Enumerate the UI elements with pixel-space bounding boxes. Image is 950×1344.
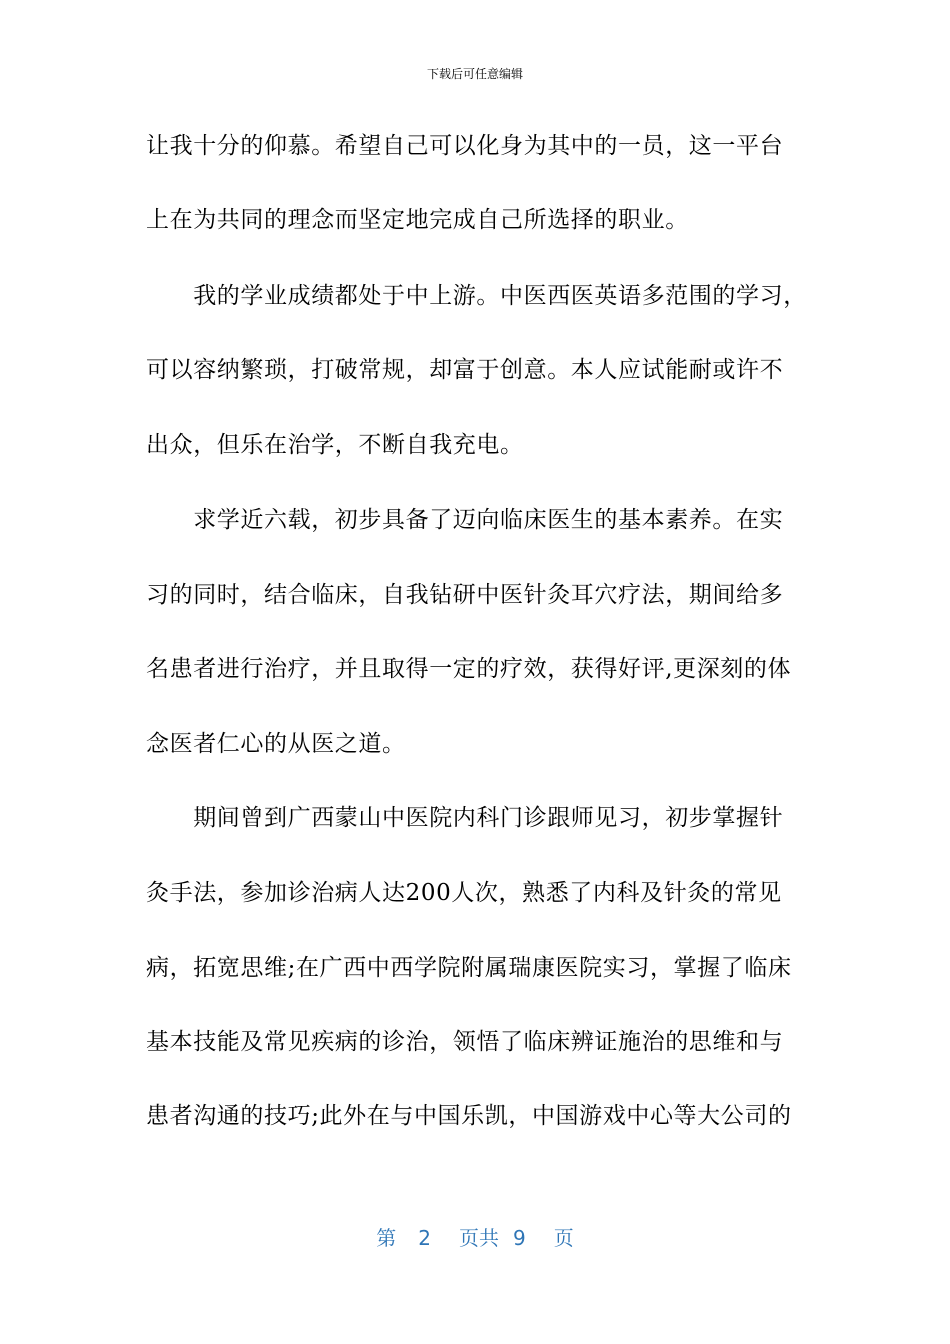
text-line: 求学近六载，初步具备了迈向临床医生的基本素养。在实	[146, 507, 784, 533]
footer-suffix: 页	[553, 1226, 574, 1250]
text-line: 上在为共同的理念而坚定地完成自己所选择的职业。	[146, 207, 689, 233]
text-line: 让我十分的仰慕。希望自己可以化身为其中的一员，这一平台	[146, 133, 784, 159]
text-line: 念医者仁心的从医之道。	[146, 731, 406, 757]
footer-prefix: 第	[376, 1226, 397, 1250]
text-line: 可以容纳繁琐，打破常规，却富于创意。本人应试能耐或许不	[146, 357, 784, 383]
text-line: 我的学业成绩都处于中上游。中医西医英语多范围的学习，	[146, 283, 807, 309]
header-note: 下载后可任意编辑	[426, 67, 523, 81]
page-footer	[0, 1224, 950, 1252]
total-page-number: 9	[513, 1226, 526, 1250]
text-line: 名患者进行治疗，并且取得一定的疗效，获得好评,更深刻的体	[146, 656, 792, 682]
footer-middle: 页共	[459, 1226, 499, 1250]
text-line: 期间曾到广西蒙山中医院内科门诊跟师见习，初步掌握针	[146, 805, 784, 831]
text-line: 病，拓宽思维;在广西中西学院附属瑞康医院实习，掌握了临床	[146, 955, 792, 981]
text-line: 出众，但乐在治学，不断自我充电。	[146, 432, 524, 458]
text-line: 基本技能及常见疾病的诊治，领悟了临床辨证施治的思维和与	[146, 1029, 784, 1055]
current-page-number: 2	[418, 1226, 431, 1250]
text-line: 灸手法，参加诊治病人达200人次，熟悉了内科及针灸的常见	[146, 880, 782, 906]
text-line: 患者沟通的技巧;此外在与中国乐凯，中国游戏中心等大公司的	[146, 1103, 792, 1129]
text-line: 习的同时，结合临床，自我钻研中医针灸耳穴疗法，期间给多	[146, 582, 784, 608]
